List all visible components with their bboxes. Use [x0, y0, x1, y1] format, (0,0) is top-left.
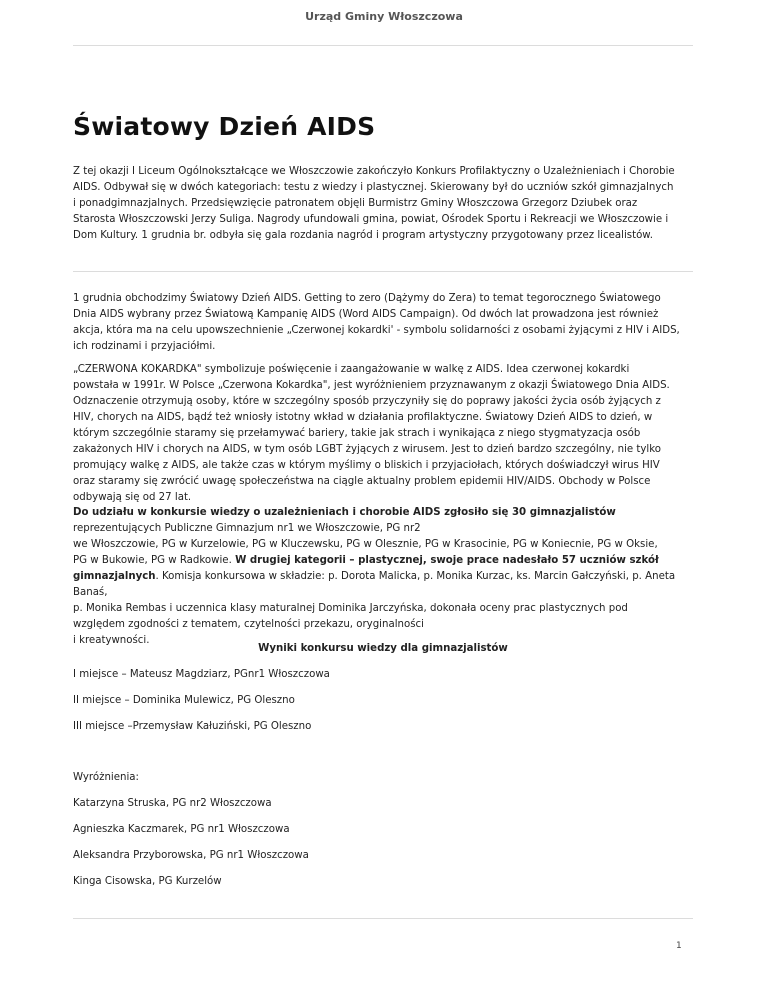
paragraph-competition [73, 505, 693, 649]
paragraph-line: 1 grudnia obchodzimy Światowy Dzień AIDS. Getting to zero (Dążymy do Zera) to temat tegorocznego Światowego [73, 293, 661, 304]
intro-line: AIDS. Odbywał się w dwóch kategoriach: testu z wiedzy i plastycznej. Skierowany był do uczniów szkół gimnazjalnych [73, 182, 674, 193]
competition-lead: Do udziału w konkursie wiedzy o uzależnieniach i chorobie AIDS zgłosiło się 30 gimnazjalistów [73, 507, 616, 518]
result-place-2: II miejsce – Dominika Mulewicz, PG Oleszno [73, 695, 295, 706]
paragraph-line: promujący walkę z AIDS, ale także czas w którym myślimy o bliskich i przyjaciołach, których doświadczył wirus HIV [73, 460, 660, 471]
paragraph-line: ich rodzinami i przyjaciółmi. [73, 341, 216, 352]
distinction-item: Aleksandra Przyborowska, PG nr1 Włoszczowa [73, 850, 309, 861]
intro-line: Dom Kultury. 1 grudnia br. odbyła się gala rozdania nagród i program artystyczny przygotowany przez licealistów. [73, 230, 653, 241]
distinction-item: Kinga Cisowska, PG Kurzelów [73, 876, 222, 887]
paragraph-line: powstała w 1991r. W Polsce „Czerwona Kokardka", jest wyróżnieniem przyznawanym z okazji Światowego Dnia AIDS. [73, 380, 670, 391]
paragraph-line: którym szczególnie staramy się przełamywać bariery, takie jak strach i wynikająca z niego stygmatyzacja osób [73, 428, 641, 439]
paragraph-line: i kreatywności. [73, 635, 150, 646]
paragraph-line: p. Monika Rembas i uczennica klasy maturalnej Dominika Jarczyńska, dokonała oceny prac plastycznych pod [73, 603, 628, 614]
paragraph-line: „CZERWONA KOKARDKA" symbolizuje poświęcenie i zaangażowanie w walkę z AIDS. Idea czerwonej kokardki [73, 364, 630, 375]
footer-divider [73, 918, 693, 919]
paragraph-text: . Komisja konkursowa w składzie: p. Dorota Malicka, p. Monika Kurzac, ks. Marcin Gałczyński, p. Aneta [155, 571, 676, 582]
paragraph-line: oraz staramy się zwrócić uwagę społeczeństwa na ciągle aktualny problem epidemii HIV/AIDS. Obchody w Polsce [73, 476, 651, 487]
distinction-item: Agnieszka Kaczmarek, PG nr1 Włoszczowa [73, 824, 290, 835]
section-divider [73, 271, 693, 272]
results-heading: Wyniki konkursu wiedzy dla gimnazjalistów [258, 643, 508, 654]
page-title: Światowy Dzień AIDS [73, 112, 376, 141]
paragraph-line [73, 569, 693, 585]
paragraph-line [73, 553, 693, 569]
art-category-lead-end: gimnazjalnych [73, 571, 156, 582]
paragraph-line: odbywają się od 27 lat. [73, 492, 192, 503]
paragraph-line: Dnia AIDS wybrany przez Światową Kampanię AIDS (Word AIDS Campaign). Od dwóch lat prowadzona jest również [73, 309, 659, 320]
distinction-item: Katarzyna Struska, PG nr2 Włoszczowa [73, 798, 272, 809]
page-number: 1 [676, 941, 682, 951]
paragraph-text: PG w Bukowie, PG w Radkowie. [73, 555, 236, 566]
paragraph-line: we Włoszczowie, PG w Kurzelowie, PG w Kluczewsku, PG w Olesznie, PG w Krasocinie, PG w Koniecnie, PG w Oksie, [73, 539, 658, 550]
paragraph-line: Banaś, [73, 587, 108, 598]
paragraph-line: Odznaczenie otrzymują osoby, które w szczególny sposób przyczyniły się do poprawy jakości życia osób żyjących z [73, 396, 661, 407]
result-place-3: III miejsce –Przemysław Kałuziński, PG Oleszno [73, 721, 312, 732]
header-divider [73, 45, 693, 46]
intro-paragraph [73, 164, 693, 244]
intro-line: Z tej okazji I Liceum Ogólnokształcące we Włoszczowie zakończyło Konkurs Profilaktyczny o Uzależnieniach i Chorobie [73, 166, 675, 177]
paragraph-line: zakażonych HIV i chorych na AIDS, w tym osób LGBT żyjących z wirusem. Jest to dzień bardzo szczególny, nie tylko [73, 444, 662, 455]
paragraph-world-aids-day [73, 291, 693, 355]
intro-line: i ponadgimnazjalnych. Przedsięwzięcie patronatem objęli Burmistrz Gminy Włoszczowa Grzegorz Dziubek oraz [73, 198, 638, 209]
paragraph-line: reprezentujących Publiczne Gimnazjum nr1 we Włoszczowie, PG nr2 [73, 523, 421, 534]
art-category-lead: W drugiej kategorii – plastycznej, swoje prace nadesłało 57 uczniów szkół [235, 555, 659, 566]
paragraph-line: akcja, która ma na celu upowszechnienie „Czerwonej kokardki' - symbolu solidarności z osobami żyjącymi z HIV i AIDS, [73, 325, 680, 336]
intro-line: Starosta Włoszczowski Jerzy Suliga. Nagrody ufundowali gmina, powiat, Ośrodek Sportu i Rekreacji we Włoszczowie i [73, 214, 669, 225]
site-header: Urząd Gminy Włoszczowa [305, 10, 463, 23]
result-place-1: I miejsce – Mateusz Magdziarz, PGnr1 Włoszczowa [73, 669, 330, 680]
paragraph-line: HIV, chorych na AIDS, bądź też wniosły istotny wkład w działania profilaktyczne. Światowy Dzień AIDS to dzień, w [73, 412, 653, 423]
distinctions-label: Wyróżnienia: [73, 772, 139, 783]
paragraph-line: względem zgodności z tematem, czytelności przekazu, oryginalności [73, 619, 424, 630]
paragraph-red-ribbon [73, 362, 693, 506]
